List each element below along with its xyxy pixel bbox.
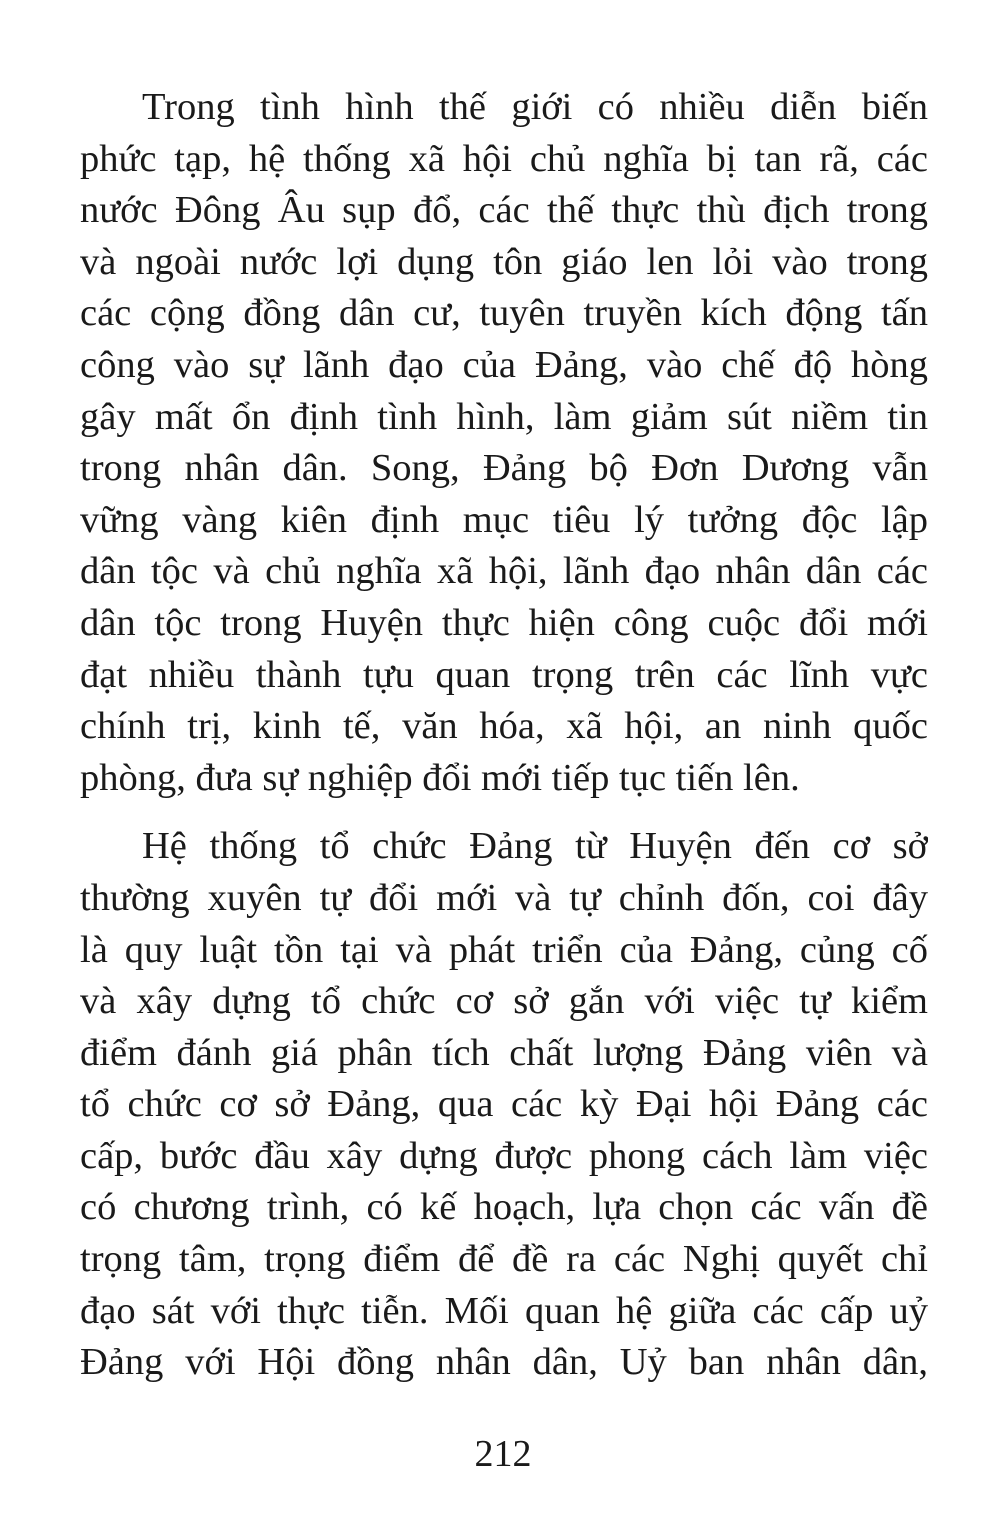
text-line: chính trị, kinh tế, văn hóa, xã hội, an ninh quốc xyxy=(80,705,928,748)
text-line: đạt nhiều thành tựu quan trọng trên các lĩnh vực xyxy=(80,653,928,696)
text-line: trọng tâm, trọng điểm để đề ra các Nghị quyết chỉ xyxy=(80,1238,928,1281)
text-line: điểm đánh giá phân tích chất lượng Đảng viên và xyxy=(80,1031,928,1074)
paragraph-gap xyxy=(80,804,928,821)
text-line: có chương trình, có kế hoạch, lựa chọn các vấn đề xyxy=(80,1186,928,1229)
text-line: công vào sự lãnh đạo của Đảng, vào chế độ hòng xyxy=(80,343,928,386)
text-line: Hệ thống tổ chức Đảng từ Huyện đến cơ sở xyxy=(142,825,928,868)
text-line: và xây dựng tổ chức cơ sở gắn với việc tự kiểm xyxy=(80,980,928,1023)
text-line: cấp, bước đầu xây dựng được phong cách làm việc xyxy=(80,1134,928,1177)
text-line: và ngoài nước lợi dụng tôn giáo len lỏi vào trong xyxy=(80,240,928,283)
text-line: dân tộc trong Huyện thực hiện công cuộc đổi mới xyxy=(80,601,928,644)
text-line: Đảng với Hội đồng nhân dân, Uỷ ban nhân dân, xyxy=(80,1341,928,1384)
text-line: vững vàng kiên định mục tiêu lý tưởng độc lập xyxy=(80,498,928,541)
text-line: gây mất ổn định tình hình, làm giảm sút niềm tin xyxy=(80,395,928,438)
text-line: phức tạp, hệ thống xã hội chủ nghĩa bị tan rã, các xyxy=(80,137,928,180)
text-line: dân tộc và chủ nghĩa xã hội, lãnh đạo nhân dân các xyxy=(80,550,928,593)
body-text xyxy=(80,82,928,1389)
text-line: các cộng đồng dân cư, tuyên truyền kích động tấn xyxy=(80,292,928,335)
text-line: phòng, đưa sự nghiệp đổi mới tiếp tục tiến lên. xyxy=(80,756,800,799)
text-line: thường xuyên tự đổi mới và tự chỉnh đốn, coi đây xyxy=(80,876,928,919)
paragraph-2 xyxy=(80,821,928,1389)
text-line: đạo sát với thực tiễn. Mối quan hệ giữa các cấp uỷ xyxy=(80,1289,928,1332)
text-line: tổ chức cơ sở Đảng, qua các kỳ Đại hội Đảng các xyxy=(80,1083,928,1126)
text-line: Trong tình hình thế giới có nhiều diễn biến xyxy=(142,86,928,128)
page-number: 212 xyxy=(474,1433,532,1475)
text-line: trong nhân dân. Song, Đảng bộ Đơn Dương vẫn xyxy=(80,447,928,490)
paragraph-1 xyxy=(80,82,928,804)
text-line: là quy luật tồn tại và phát triển của Đảng, củng cố xyxy=(80,928,928,971)
text-line: nước Đông Âu sụp đổ, các thế thực thù địch trong xyxy=(80,189,928,232)
